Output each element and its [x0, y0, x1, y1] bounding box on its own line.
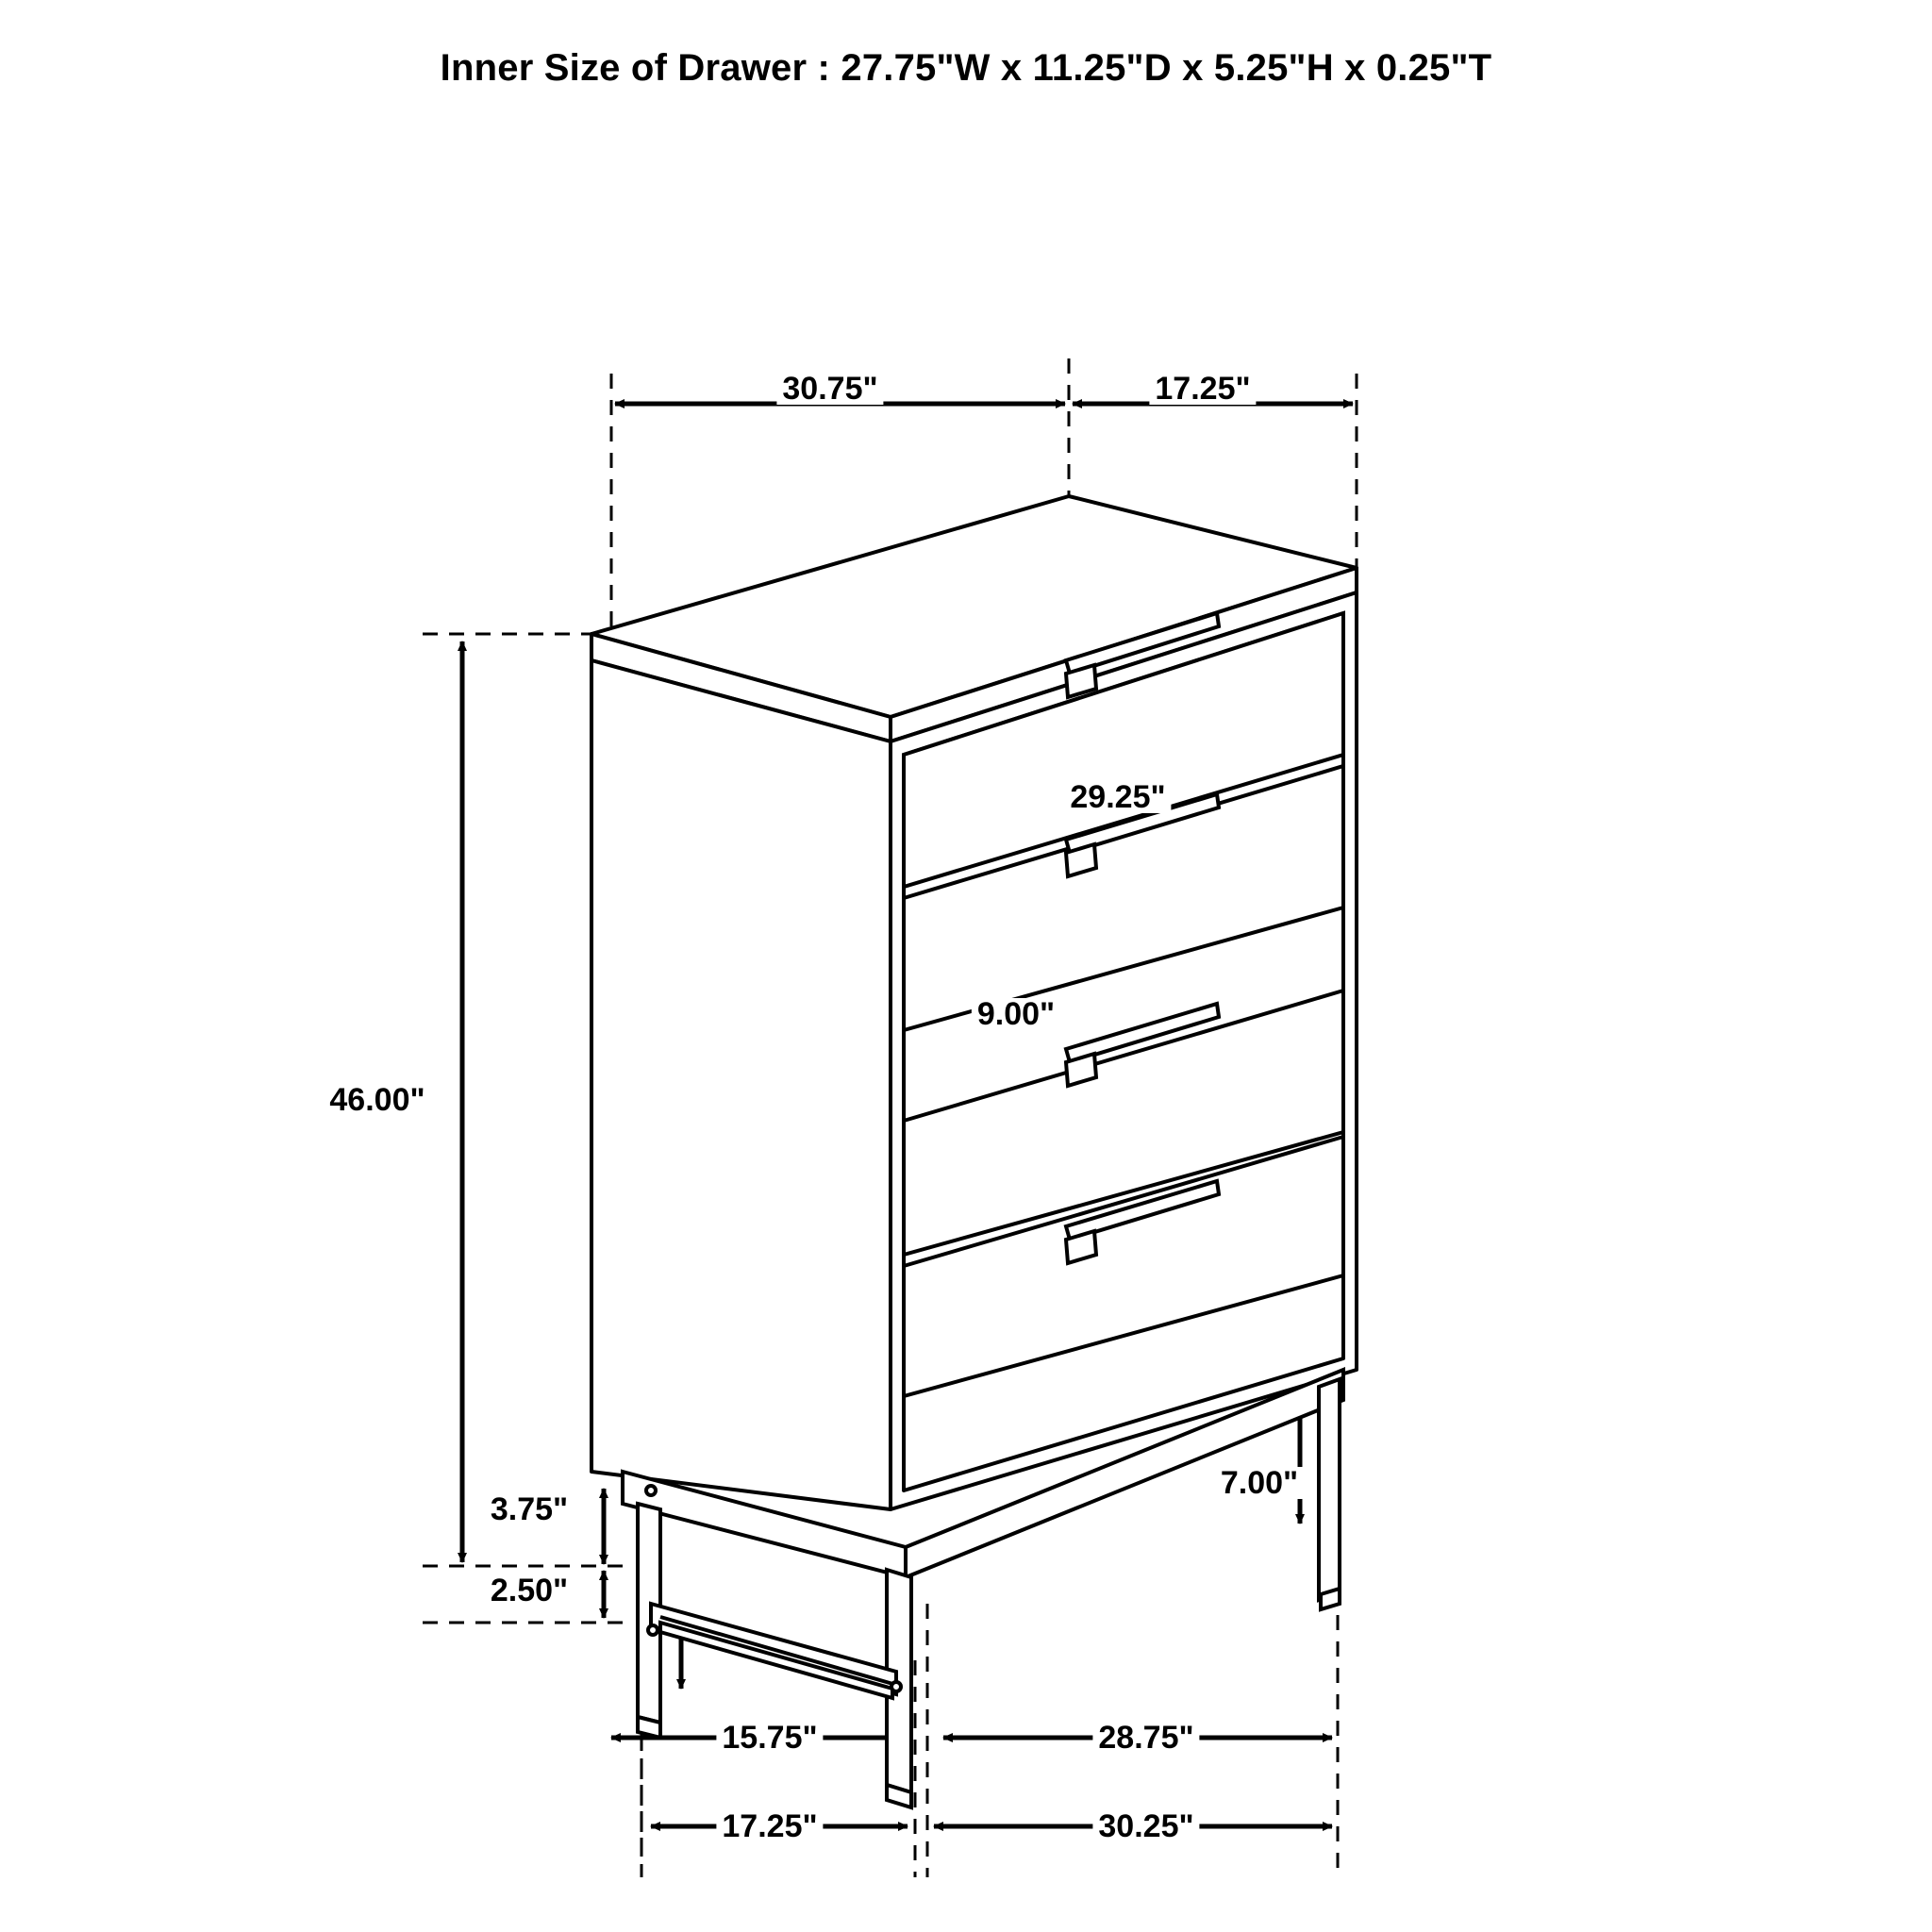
stretcher-left-line [660, 1617, 896, 1685]
dim-label-base-width-outer: 30.25" [1092, 1810, 1199, 1842]
foot-pad-left [638, 1717, 660, 1738]
page-title: Inner Size of Drawer : 27.75"W x 11.25"D x 5.25"H x 0.25"T [440, 47, 1492, 89]
leg-right-back [1319, 1379, 1340, 1600]
dim-label-foot-height: 2.50" [485, 1574, 574, 1607]
dim-label-base-depth-outer: 17.25" [716, 1810, 823, 1842]
leg-right-foot [1321, 1589, 1340, 1609]
dim-label-apron-height: 3.75" [485, 1493, 574, 1525]
bolt-left [646, 1486, 656, 1495]
dim-label-overall-height: 46.00" [324, 1084, 430, 1116]
dim-label-drawer-width: 29.25" [1064, 781, 1171, 813]
chest-left-side-panel [591, 660, 891, 1509]
dim-label-top-width-front: 30.75" [776, 373, 883, 405]
dim-label-drawer-height: 9.00" [972, 998, 1060, 1030]
bolt-center [891, 1682, 901, 1691]
dim-label-top-width-side: 17.25" [1149, 373, 1256, 405]
bolt-stretcher [648, 1625, 658, 1635]
dim-label-leg-height: 7.00" [1215, 1467, 1304, 1499]
dim-label-base-depth-inner: 15.75" [716, 1722, 823, 1754]
dim-label-base-width-inner: 28.75" [1092, 1722, 1199, 1754]
